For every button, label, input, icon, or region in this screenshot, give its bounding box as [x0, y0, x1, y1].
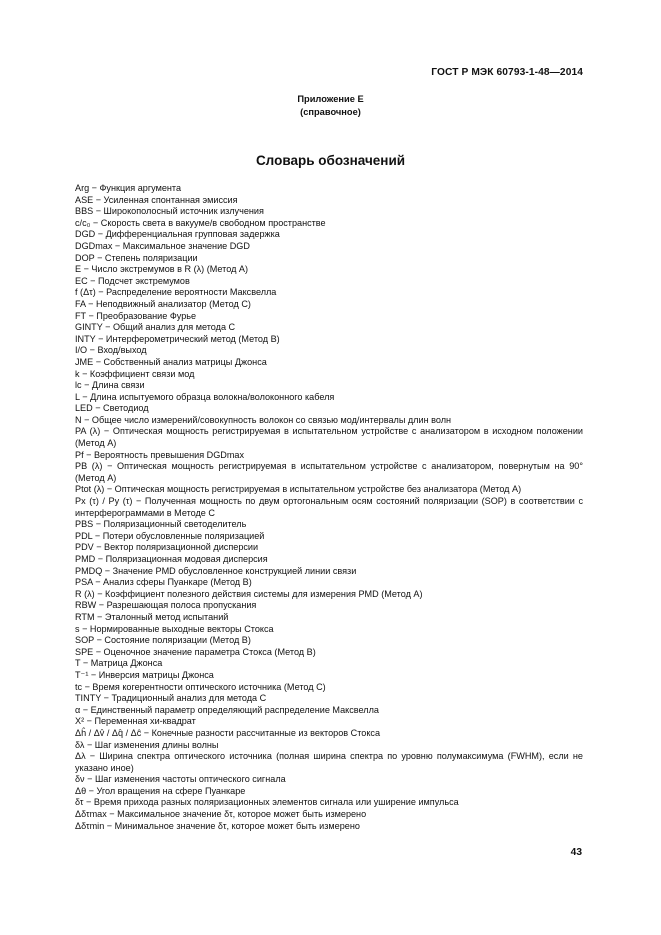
page-number: 43 — [570, 847, 582, 858]
term-entry: f (Δτ) − Распределение вероятности Максвелла — [75, 287, 277, 298]
term-entry: RTM − Эталонный метод испытаний — [75, 611, 229, 622]
term-entry: Δδτmin − Минимальное значение δτ, которое может быть измерено — [75, 820, 360, 831]
terms-list — [75, 183, 583, 832]
annex-heading — [0, 93, 661, 118]
term-entry: SOP − Состояние поляризации (Метод В) — [75, 635, 251, 646]
term-entry: LED − Светодиод — [75, 403, 149, 414]
term-entry: lc − Длина связи — [75, 380, 145, 391]
term-entry: X² − Переменная хи-квадрат — [75, 716, 196, 727]
term-entry: PA (λ) − Оптическая мощность регистрируемая в испытательном устройстве с анализатором в исходном положении (Метод А) — [75, 426, 583, 449]
term-entry: INTY − Интерферометрический метод (Метод В) — [75, 333, 280, 344]
annex-label: Приложение Е — [297, 94, 364, 104]
term-entry: Arg − Функция аргумента — [75, 183, 182, 193]
term-entry: PDL − Потери обусловленные поляризацией — [75, 530, 265, 541]
term-entry: FT − Преобразование Фурье — [75, 310, 197, 321]
term-entry: PMD − Поляризационная модовая дисперсия — [75, 554, 268, 564]
term-entry: PSA − Анализ сферы Пуанкаре (Метод В) — [75, 577, 252, 588]
term-entry: JME − Собственный анализ матрицы Джонса — [75, 356, 267, 367]
term-entry: GINTY − Общий анализ для метода С — [75, 322, 236, 333]
term-entry: T − Матрица Джонса — [75, 658, 163, 669]
term-entry: PBS − Поляризационный светоделитель — [75, 519, 247, 530]
document-header: ГОСТ Р МЭК 60793-1-48—2014 — [431, 67, 583, 78]
term-entry: Δĥ / Δv̂ / Δq̂ / Δĉ − Конечные разности рассчитанные из векторов Стокса — [75, 727, 381, 738]
term-entry: EC − Подсчет экстремумов — [75, 275, 190, 286]
term-entry: PDV − Вектор поляризационной дисперсии — [75, 542, 259, 553]
term-entry: ASE − Усиленная спонтанная эмиссия — [75, 194, 238, 205]
term-entry: k − Коэффициент связи мод — [75, 368, 195, 379]
term-entry: T⁻¹ − Инверсия матрицы Джонса — [75, 669, 214, 680]
term-entry: E − Число экстремумов в R (λ) (Метод А) — [75, 264, 249, 275]
term-entry: c/c₀ − Скорость света в вакууме/в свободном пространстве — [75, 217, 326, 228]
term-entry: PB (λ) − Оптическая мощность регистрируемая в испытательном устройстве с анализатором, повернутым на 90° (Метод А) — [75, 461, 583, 483]
term-entry: δλ − Шаг изменения длины волны — [75, 739, 219, 750]
term-entry: Px (τ) / Py (τ) − Полученная мощность по двум ортогональным осям состояний поляризации (SOP) в соответствии с интерферограммами в Методе С — [75, 496, 583, 518]
term-entry: s − Нормированные выходные векторы Стокса — [75, 623, 274, 634]
term-entry: TINTY − Традиционный анализ для метода С — [75, 693, 267, 704]
term-entry: L − Длина испытуемого образца волокна/волоконного кабеля — [75, 391, 335, 402]
term-entry: N − Общее число измерений/совокупность волокон со связью мод/интервалы длин волн — [75, 414, 452, 425]
term-entry: PMDQ − Значение PMD обусловленное конструкцией линии связи — [75, 565, 357, 576]
page-title: Словарь обозначений — [255, 153, 406, 168]
term-entry: BBS − Широкополосный источник излучения — [75, 206, 264, 217]
term-entry: Pf − Вероятность превышения DGDmax — [75, 449, 245, 460]
annex-note: (справочное) — [300, 106, 361, 117]
term-entry: Ptot (λ) − Оптическая мощность регистрируемая в испытательном устройстве без анализатора (Метод А) — [75, 484, 522, 495]
term-entry: δτ − Время прихода разных поляризационных элементов сигнала или уширение импульса — [75, 797, 459, 808]
term-entry: δν − Шаг изменения частоты оптического сигнала — [75, 774, 286, 785]
term-entry: FA − Неподвижный анализатор (Метод С) — [75, 298, 251, 309]
term-entry: R (λ) − Коэффициент полезного действия системы для измерения PMD (Метод А) — [75, 588, 423, 599]
term-entry: tc − Время когерентности оптического источника (Метод С) — [75, 681, 326, 692]
term-entry: Δδτmax − Максимальное значение δτ, которое может быть измерено — [75, 809, 367, 820]
term-entry: DOP − Степень поляризации — [75, 252, 198, 263]
term-entry: RBW − Разрешающая полоса пропускания — [75, 600, 257, 611]
term-entry: DGD − Дифференциальная групповая задержка — [75, 229, 280, 240]
term-entry: DGDmax − Максимальное значение DGD — [75, 240, 250, 251]
term-entry: Δλ − Ширина спектра оптического источника (полная ширина спектра по уровню полумаксимума (FWHM), если не указано иное) — [75, 751, 583, 773]
term-entry: SPE − Оценочное значение параметра Стокса (Метод В) — [75, 646, 316, 657]
term-entry: I/O − Вход/выход — [75, 345, 147, 356]
term-entry: α − Единственный параметр определяющий распределение Максвелла — [75, 704, 379, 715]
term-entry: Δθ − Угол вращения на сфере Пуанкаре — [75, 785, 246, 796]
